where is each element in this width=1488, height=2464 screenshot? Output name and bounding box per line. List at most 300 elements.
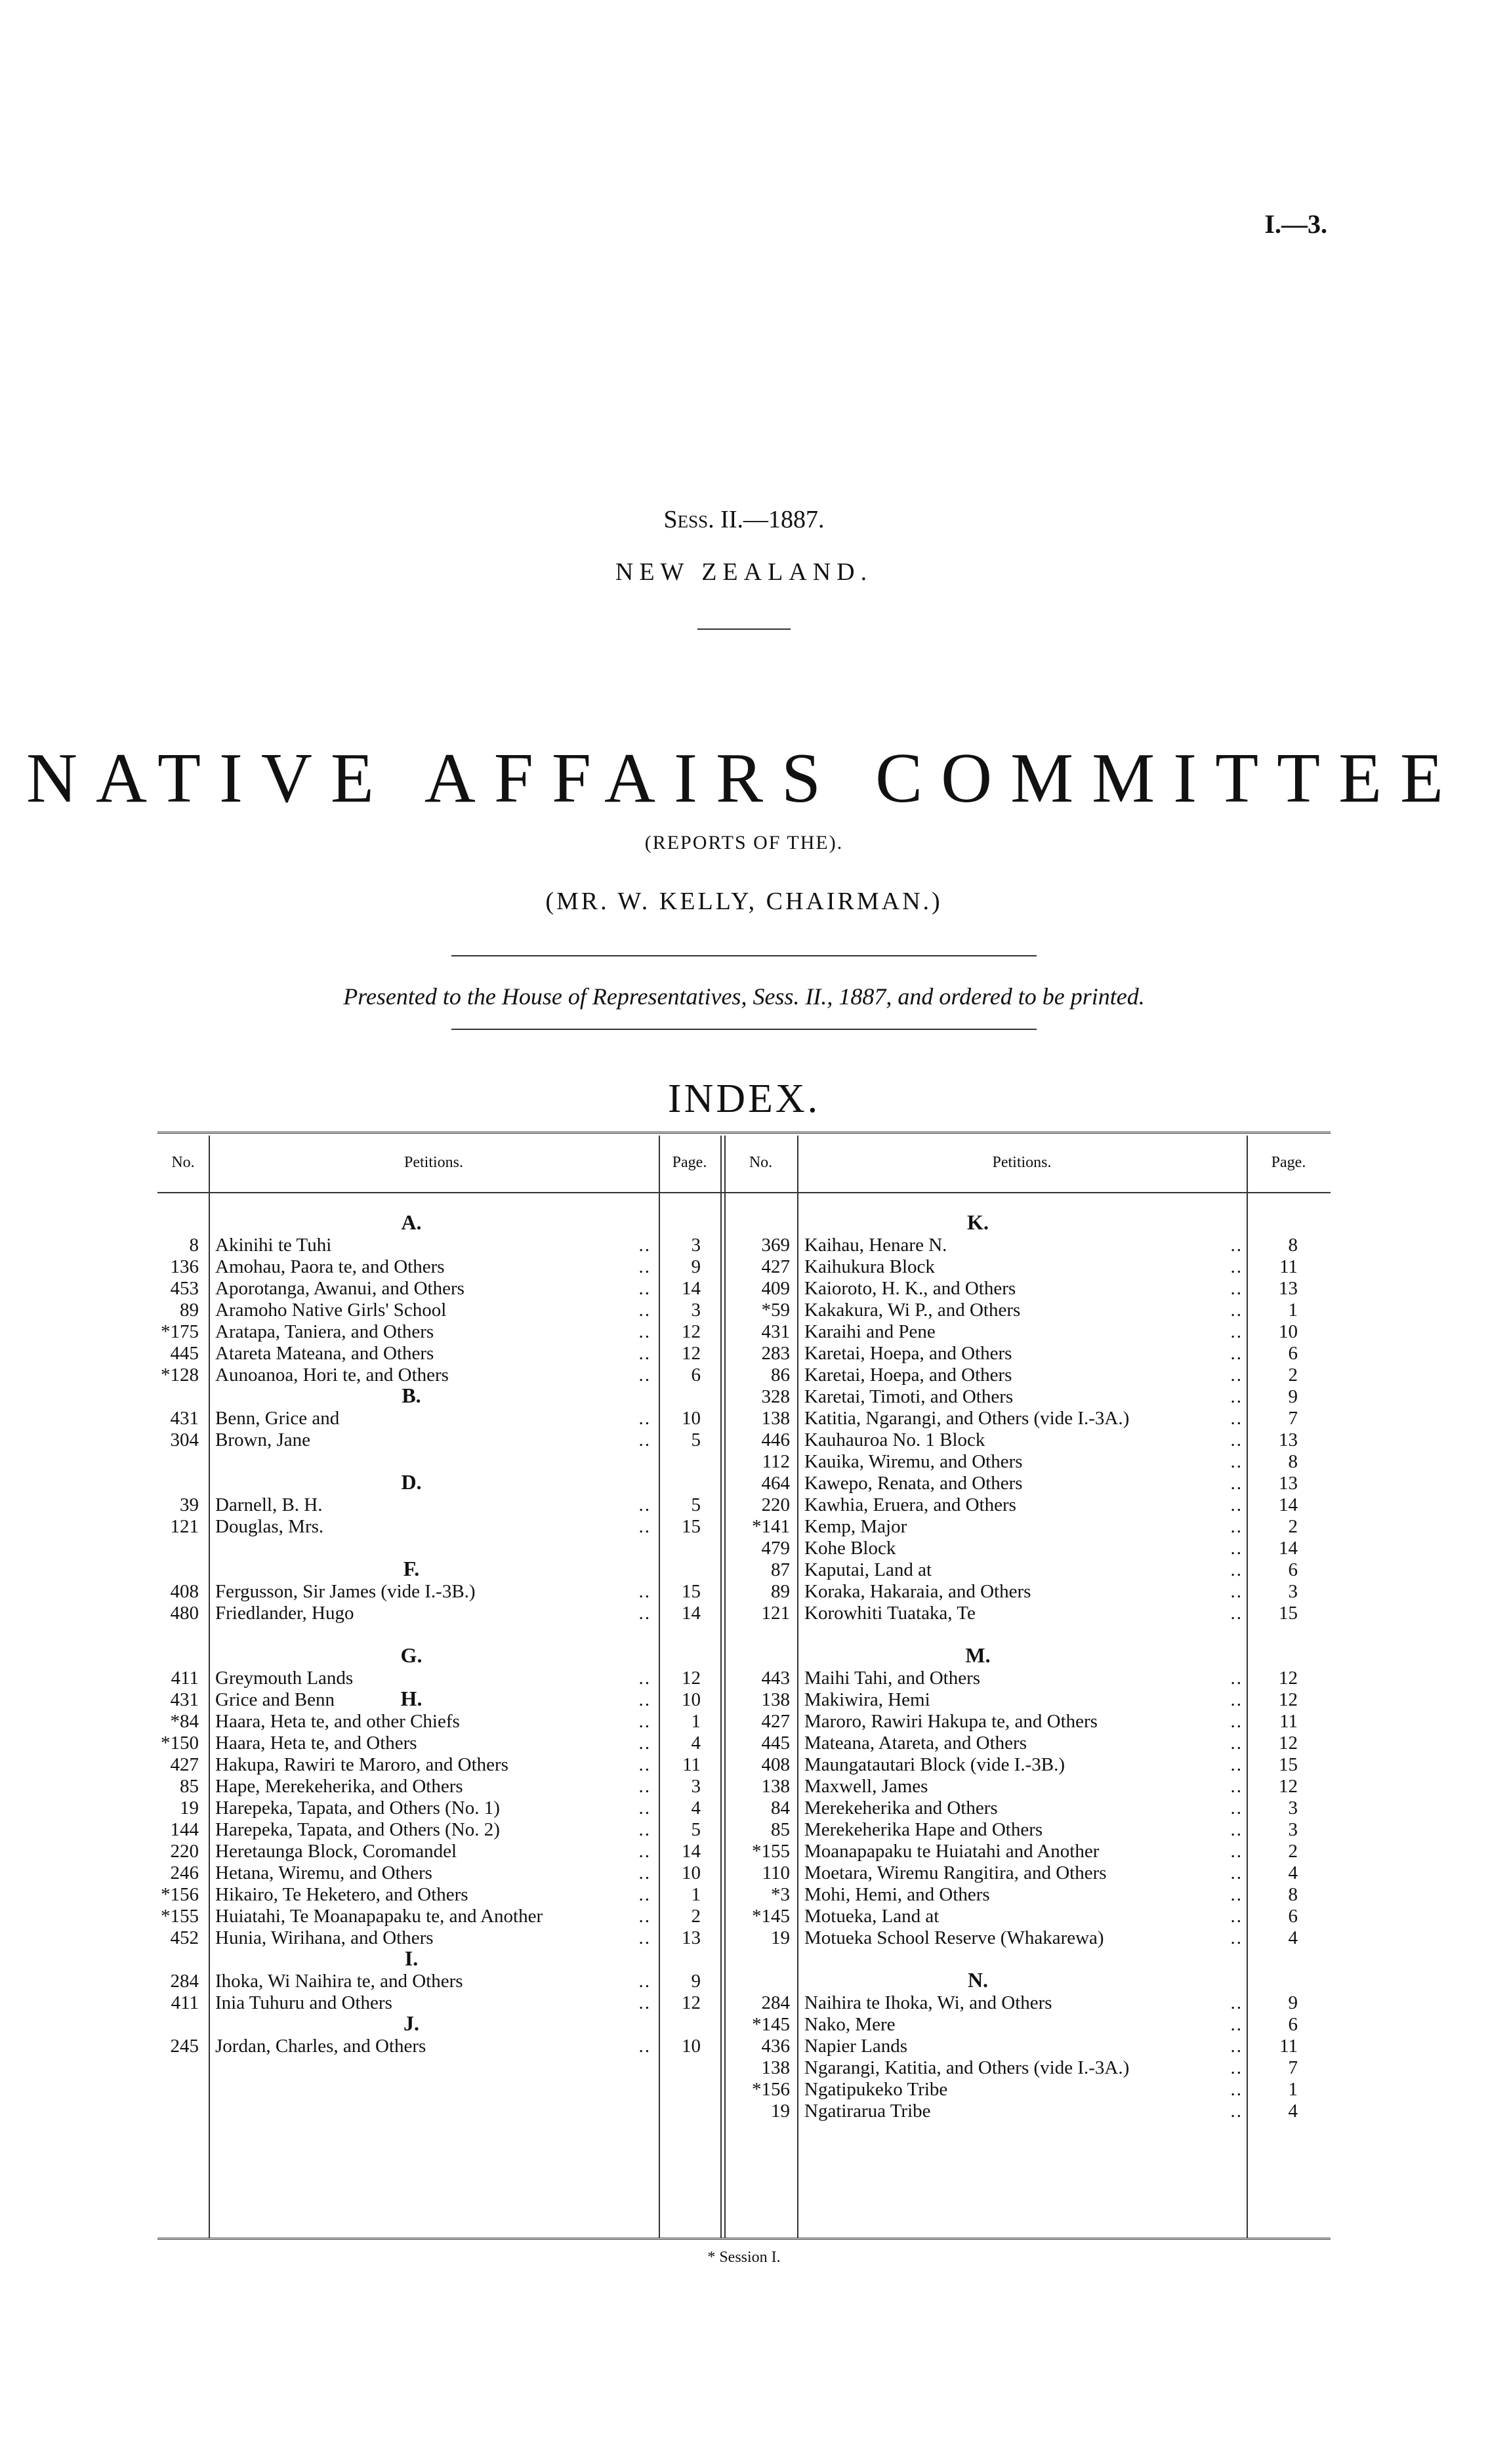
index-entry (724, 1603, 1306, 1624)
entry-page: 1 (691, 1884, 701, 1905)
index-entry (157, 1797, 709, 1819)
leader-dots: .. (638, 1819, 651, 1840)
index-entry (157, 1494, 709, 1516)
index-entry (724, 1581, 1306, 1603)
index-entry (157, 1927, 709, 1949)
entry-number: 121 (761, 1603, 790, 1624)
entry-number: 39 (180, 1494, 199, 1515)
entry-number: 427 (170, 1754, 199, 1775)
rule-short (697, 628, 791, 630)
entry-name: Kaputai, Land at (804, 1559, 932, 1580)
leader-dots: .. (1230, 1473, 1243, 1494)
leader-dots: .. (1230, 2036, 1243, 2057)
entry-name: Aramoho Native Girls' School (215, 1300, 447, 1321)
leader-dots: .. (1230, 1841, 1243, 1862)
entry-number: *155 (161, 1906, 199, 1927)
section-letter: N. (967, 1968, 989, 1992)
leader-dots: .. (1230, 1754, 1243, 1775)
entry-page: 12 (1279, 1733, 1298, 1754)
entry-page: 11 (1279, 1256, 1298, 1277)
entry-number: 85 (180, 1776, 199, 1797)
leader-dots: .. (638, 1884, 651, 1905)
entry-number: *175 (161, 1321, 199, 1342)
entry-page: 12 (682, 1668, 701, 1689)
entry-number: *156 (161, 1884, 199, 1905)
entry-number: 246 (170, 1862, 199, 1883)
entry-page: 2 (691, 1906, 701, 1927)
index-entry (157, 1776, 709, 1797)
entry-name: Aunoanoa, Hori te, and Others (215, 1365, 449, 1386)
entry-page: 7 (1288, 1408, 1298, 1429)
leader-dots: .. (1230, 1711, 1243, 1732)
entry-number: 86 (771, 1365, 790, 1386)
entry-name: Inia Tuhuru and Others (215, 1992, 392, 2013)
entry-page: 12 (682, 1992, 701, 2013)
document-subtitle: (REPORTS OF THE). (644, 832, 844, 853)
leader-dots: .. (1230, 1927, 1243, 1948)
session-prefix: Sess. (663, 506, 714, 533)
footnote: * Session I. (707, 2249, 781, 2266)
entry-name: Kawepo, Renata, and Others (804, 1473, 1023, 1494)
entry-page: 10 (682, 1689, 701, 1710)
index-entry (157, 1343, 709, 1365)
entry-page: 13 (1279, 1473, 1298, 1494)
entry-number: 283 (761, 1343, 790, 1364)
index-entry (157, 1668, 709, 1689)
leader-dots: .. (638, 1256, 651, 1277)
leader-dots: .. (638, 1971, 651, 1992)
leader-dots: .. (1230, 1300, 1243, 1321)
entry-page: 10 (682, 2036, 701, 2057)
index-entry (724, 1797, 1306, 1819)
leader-dots: .. (638, 1711, 651, 1732)
header-no-right: No. (749, 1154, 773, 1171)
index-entry (157, 1819, 709, 1841)
leader-dots: .. (638, 1906, 651, 1927)
section-letter: M. (965, 1643, 991, 1667)
leader-dots: .. (1230, 2057, 1243, 2078)
leader-dots: .. (1230, 1603, 1243, 1624)
entry-name: Ihoka, Wi Naihira te, and Others (215, 1971, 463, 1992)
entry-number: 411 (171, 1668, 199, 1689)
entry-number: 409 (761, 1278, 790, 1299)
leader-dots: .. (638, 1862, 651, 1883)
leader-dots: .. (1230, 1516, 1243, 1537)
leader-dots: .. (1230, 1451, 1243, 1472)
leader-dots: .. (1230, 2014, 1243, 2035)
entry-name: Moanapapaku te Huiatahi and Another (804, 1841, 1100, 1862)
entry-number: 446 (761, 1429, 790, 1450)
entry-name: Aratapa, Taniera, and Others (215, 1321, 434, 1342)
leader-dots: .. (638, 1516, 651, 1537)
leader-dots: .. (1230, 1235, 1243, 1256)
leader-dots: .. (1230, 1819, 1243, 1840)
entry-name: Hikairo, Te Heketero, and Others (215, 1884, 468, 1905)
leader-dots: .. (638, 1689, 651, 1710)
entry-name: Mateana, Atareta, and Others (804, 1733, 1027, 1754)
leader-dots: .. (638, 1754, 651, 1775)
entry-page: 11 (1279, 2036, 1298, 2057)
entry-page: 12 (682, 1343, 701, 1364)
index-entry (724, 1689, 1306, 1711)
leader-dots: .. (638, 1365, 651, 1386)
entry-page: 13 (1279, 1278, 1298, 1299)
header-no-left: No. (171, 1154, 195, 1171)
entry-number: 369 (761, 1235, 790, 1256)
entry-name: Maroro, Rawiri Hakupa te, and Others (804, 1711, 1098, 1732)
entry-name: Brown, Jane (215, 1429, 310, 1450)
index-entry (157, 1754, 709, 1776)
chairman-line: (MR. W. KELLY, CHAIRMAN.) (545, 888, 943, 915)
entry-name: Maxwell, James (804, 1776, 928, 1797)
entry-name: Korowhiti Tuataka, Te (804, 1603, 976, 1624)
entry-page: 3 (1288, 1797, 1298, 1818)
entry-page: 8 (1288, 1884, 1298, 1905)
entry-name: Kakakura, Wi P., and Others (804, 1300, 1021, 1321)
leader-dots: .. (1230, 1365, 1243, 1386)
entry-number: 408 (170, 1581, 199, 1602)
index-entry (724, 1906, 1306, 1927)
entry-name: Napier Lands (804, 2036, 908, 2057)
entry-number: 431 (170, 1689, 199, 1710)
entry-number: 144 (170, 1819, 199, 1840)
index-entry (724, 1494, 1306, 1516)
index-entry (724, 1386, 1306, 1408)
document-title: NATIVE AFFAIRS COMMITTEE (26, 739, 1462, 817)
entry-number: 453 (170, 1278, 199, 1299)
index-entry (157, 1992, 709, 2014)
entry-page: 2 (1288, 1841, 1298, 1862)
entry-number: *141 (752, 1516, 790, 1537)
entry-page: 13 (1279, 1429, 1298, 1450)
leader-dots: .. (1230, 1256, 1243, 1277)
entry-page: 1 (1288, 2079, 1298, 2100)
index-entry (157, 1516, 709, 1538)
entry-number: 19 (771, 2101, 790, 2122)
entry-name: Naihira te Ihoka, Wi, and Others (804, 1992, 1052, 2013)
index-title: INDEX. (667, 1077, 821, 1121)
entry-number: *128 (161, 1365, 199, 1386)
index-entry (157, 1971, 709, 1992)
entry-number: 480 (170, 1603, 199, 1624)
leader-dots: .. (638, 1408, 651, 1429)
section-letter: F. (403, 1557, 420, 1580)
section-letter: J. (403, 2011, 419, 2035)
entry-page: 12 (1279, 1776, 1298, 1797)
index-entry (724, 1559, 1306, 1581)
index-table (157, 1132, 1331, 2242)
entry-number: 431 (170, 1408, 199, 1429)
header-petitions-left: Petitions. (403, 1154, 463, 1171)
entry-page: 3 (691, 1776, 701, 1797)
entry-page: 6 (1288, 1343, 1298, 1364)
leader-dots: .. (1230, 1321, 1243, 1342)
entry-number: 8 (189, 1235, 199, 1256)
entry-page: 1 (691, 1711, 701, 1732)
entry-page: 4 (691, 1797, 701, 1818)
entry-page: 5 (691, 1819, 701, 1840)
index-entry (157, 1603, 709, 1624)
entry-name: Kemp, Major (804, 1516, 907, 1537)
entry-name: Merekeherika Hape and Others (804, 1819, 1043, 1840)
index-entry (724, 1754, 1306, 1776)
index-entry (157, 1906, 709, 1927)
entry-name: Fergusson, Sir James (vide I.-3B.) (215, 1581, 476, 1602)
entry-page: 3 (691, 1235, 701, 1256)
leader-dots: .. (1230, 1862, 1243, 1883)
leader-dots: .. (638, 1841, 651, 1862)
entry-name: Kaihukura Block (804, 1256, 935, 1277)
entry-name: Maungatautari Block (vide I.-3B.) (804, 1754, 1065, 1775)
entry-number: 19 (180, 1797, 199, 1818)
leader-dots: .. (638, 1992, 651, 2013)
leader-dots: .. (1230, 1689, 1243, 1710)
leader-dots: .. (638, 1927, 651, 1948)
leader-dots: .. (1230, 2101, 1243, 2122)
leader-dots: .. (1230, 1386, 1243, 1407)
page-code: I.—3. (1264, 209, 1327, 239)
entry-name: Katitia, Ngarangi, and Others (vide I.-3A.) (804, 1408, 1130, 1429)
entry-number: 19 (771, 1927, 790, 1948)
entry-number: *155 (752, 1841, 790, 1862)
entry-page: 8 (1288, 1451, 1298, 1472)
leader-dots: .. (638, 1733, 651, 1754)
entry-page: 2 (1288, 1516, 1298, 1537)
index-entry (724, 2036, 1306, 2057)
header-page-right: Page. (1271, 1154, 1306, 1171)
entry-page: 12 (1279, 1689, 1298, 1710)
entry-name: Haara, Heta te, and Others (215, 1733, 417, 1754)
entry-number: 427 (761, 1711, 790, 1732)
entry-page: 9 (1288, 1992, 1298, 2013)
entry-name: Moetara, Wiremu Rangitira, and Others (804, 1862, 1107, 1883)
leader-dots: .. (638, 1429, 651, 1450)
leader-dots: .. (1230, 1992, 1243, 2013)
entry-number: *3 (771, 1884, 790, 1905)
section-letter: A. (401, 1210, 422, 1234)
leader-dots: .. (638, 1581, 651, 1602)
leader-dots: .. (638, 1300, 651, 1321)
entry-page: 14 (682, 1603, 701, 1624)
entry-name: Hetana, Wiremu, and Others (215, 1862, 432, 1883)
index-entry (724, 1408, 1306, 1429)
entry-number: *59 (761, 1300, 790, 1321)
index-entry (724, 1819, 1306, 1841)
entry-page: 4 (1288, 1927, 1298, 1948)
leader-dots: .. (638, 1776, 651, 1797)
section-letter: K. (967, 1210, 989, 1234)
entry-name: Atareta Mateana, and Others (215, 1343, 434, 1364)
leader-dots: .. (638, 1494, 651, 1515)
entry-name: Kauika, Wiremu, and Others (804, 1451, 1023, 1472)
entry-name: Amohau, Paora te, and Others (215, 1256, 445, 1277)
index-entry (724, 1668, 1306, 1689)
entry-name: Ngarangi, Katitia, and Others (vide I.-3A.) (804, 2057, 1130, 2078)
leader-dots: .. (1230, 1581, 1243, 1602)
index-entry (157, 2036, 709, 2057)
entry-page: 1 (1288, 1300, 1298, 1321)
entry-page: 15 (1279, 1754, 1298, 1775)
entry-name: Hunia, Wirihana, and Others (215, 1927, 434, 1948)
leader-dots: .. (1230, 1559, 1243, 1580)
index-entry (724, 2057, 1306, 2079)
entry-page: 2 (1288, 1365, 1298, 1386)
section-letter: B. (402, 1384, 421, 1407)
entry-page: 14 (682, 1841, 701, 1862)
entry-number: *145 (752, 2014, 790, 2035)
entry-page: 7 (1288, 2057, 1298, 2078)
entry-page: 6 (1288, 1559, 1298, 1580)
entry-number: 436 (761, 2036, 790, 2057)
entry-number: 284 (170, 1971, 199, 1992)
entry-number: 411 (171, 1992, 199, 2013)
leader-dots: .. (1230, 2079, 1243, 2100)
entry-number: 304 (170, 1429, 199, 1450)
leader-dots: .. (638, 1603, 651, 1624)
index-entry (157, 1365, 709, 1386)
entry-number: 84 (771, 1797, 790, 1818)
entry-number: 427 (761, 1256, 790, 1277)
session-line (0, 505, 1488, 534)
entry-name: Aporotanga, Awanui, and Others (215, 1278, 465, 1299)
entry-number: 443 (761, 1668, 790, 1689)
index-entry (157, 1711, 709, 1733)
entry-page: 14 (1279, 1538, 1298, 1559)
section-letter: H. (400, 1687, 423, 1710)
index-entry (724, 2079, 1306, 2101)
index-entry (724, 1235, 1306, 1256)
entry-page: 3 (1288, 1581, 1298, 1602)
section-letter: D. (401, 1470, 422, 1494)
entry-number: 464 (761, 1473, 790, 1494)
index-entry (157, 1841, 709, 1862)
leader-dots: .. (1230, 1884, 1243, 1905)
index-entry (157, 1884, 709, 1906)
entry-name: Friedlander, Hugo (215, 1603, 354, 1624)
index-entry (724, 1429, 1306, 1451)
index-entry (157, 1429, 709, 1451)
index-entry (724, 1862, 1306, 1884)
entry-number: 445 (761, 1733, 790, 1754)
leader-dots: .. (1230, 1906, 1243, 1927)
entry-page: 15 (1279, 1603, 1298, 1624)
entry-page: 9 (1288, 1386, 1298, 1407)
entry-number: 85 (771, 1819, 790, 1840)
index-entry (724, 1538, 1306, 1559)
entry-number: 89 (180, 1300, 199, 1321)
index-entry (157, 1235, 709, 1256)
entry-page: 4 (1288, 1862, 1298, 1883)
index-entry (724, 1451, 1306, 1473)
entry-page: 5 (691, 1429, 701, 1450)
entry-number: 479 (761, 1538, 790, 1559)
entry-number: 138 (761, 1408, 790, 1429)
entry-page: 15 (682, 1516, 701, 1537)
entry-name: Akinihi te Tuhi (215, 1235, 332, 1256)
entry-page: 5 (691, 1494, 701, 1515)
entry-number: 452 (170, 1927, 199, 1948)
entry-name: Hakupa, Rawiri te Maroro, and Others (215, 1754, 508, 1775)
leader-dots: .. (1230, 1668, 1243, 1689)
entry-name: Kaioroto, H. K., and Others (804, 1278, 1016, 1299)
entry-name: Karaihi and Pene (804, 1321, 936, 1342)
entry-name: Hape, Merekeherika, and Others (215, 1776, 463, 1797)
entry-number: 89 (771, 1581, 790, 1602)
index-entry (157, 1300, 709, 1321)
entry-page: 10 (682, 1862, 701, 1883)
leader-dots: .. (638, 1343, 651, 1364)
leader-dots: .. (1230, 1494, 1243, 1515)
entry-number: 138 (761, 1776, 790, 1797)
entry-number: 112 (762, 1451, 790, 1472)
section-letter: G. (400, 1643, 423, 1667)
entry-name: Kauhauroa No. 1 Block (804, 1429, 985, 1450)
entry-number: 136 (170, 1256, 199, 1277)
entry-number: *150 (161, 1733, 199, 1754)
index-entry (724, 2014, 1306, 2036)
entry-page: 10 (1279, 1321, 1298, 1342)
header-page-left: Page. (672, 1154, 707, 1171)
entry-page: 13 (682, 1927, 701, 1948)
leader-dots: .. (638, 1797, 651, 1818)
index-entry (157, 1862, 709, 1884)
index-entry (724, 1927, 1306, 1949)
entry-name: Heretaunga Block, Coromandel (215, 1841, 457, 1862)
entry-page: 6 (1288, 2014, 1298, 2035)
entry-page: 4 (691, 1733, 701, 1754)
leader-dots: .. (638, 1278, 651, 1299)
country-heading: NEW ZEALAND. (615, 558, 873, 586)
entry-name: Merekeherika and Others (804, 1797, 998, 1818)
leader-dots: .. (1230, 1776, 1243, 1797)
entry-name: Jordan, Charles, and Others (215, 2036, 426, 2057)
entry-page: 6 (1288, 1906, 1298, 1927)
index-entry (724, 1516, 1306, 1538)
index-entry (724, 1300, 1306, 1321)
table-bottom-rule (157, 2238, 1331, 2240)
index-entry (724, 1365, 1306, 1386)
entry-name: Greymouth Lands (215, 1668, 354, 1689)
entry-number: 87 (771, 1559, 790, 1580)
leader-dots: .. (1230, 1278, 1243, 1299)
index-entry (724, 1776, 1306, 1797)
entry-name: Motueka School Reserve (Whakarewa) (804, 1927, 1104, 1948)
entry-name: Douglas, Mrs. (215, 1516, 324, 1537)
entry-page: 11 (682, 1754, 701, 1775)
table-header-rule (157, 1192, 1331, 1193)
index-entry (724, 1321, 1306, 1343)
entry-page: 14 (682, 1278, 701, 1299)
entry-number: *145 (752, 1906, 790, 1927)
entry-number: 220 (170, 1841, 199, 1862)
entry-page: 9 (691, 1971, 701, 1992)
index-entry (724, 1278, 1306, 1300)
entry-page: 3 (691, 1300, 701, 1321)
index-entry (157, 1408, 709, 1429)
entry-page: 10 (682, 1408, 701, 1429)
entry-number: 408 (761, 1754, 790, 1775)
entry-page: 15 (682, 1581, 701, 1602)
presented-line: Presented to the House of Representatives, Sess. II., 1887, and ordered to be printed. (343, 983, 1145, 1010)
entry-name: Harepeka, Tapata, and Others (No. 1) (215, 1797, 500, 1818)
entry-name: Kohe Block (804, 1538, 896, 1559)
entry-number: 284 (761, 1992, 790, 2013)
entry-name: Karetai, Hoepa, and Others (804, 1365, 1012, 1386)
index-entry (724, 1992, 1306, 2014)
leader-dots: .. (638, 2036, 651, 2057)
entry-page: 11 (1279, 1711, 1298, 1732)
entry-number: *156 (752, 2079, 790, 2100)
